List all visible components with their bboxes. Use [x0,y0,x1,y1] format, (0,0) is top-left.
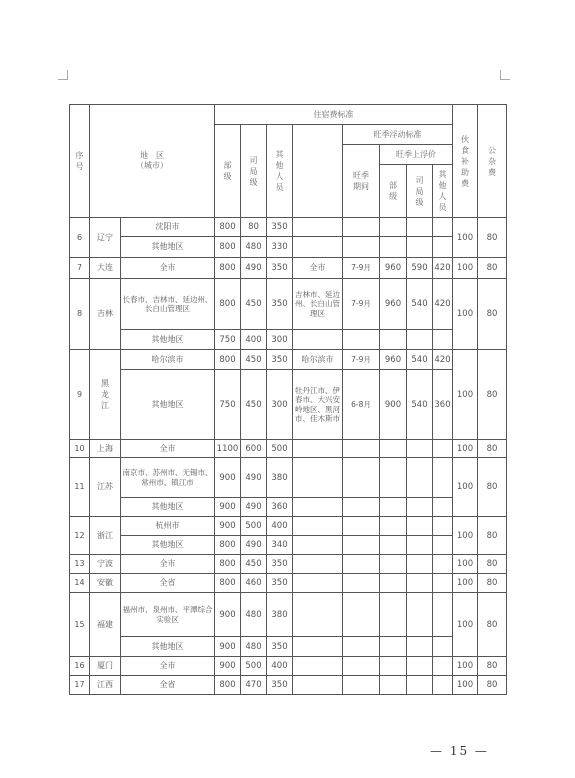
row-meal: 100 [453,593,478,657]
row-peak-region: 吉林市、延边州、长白山管理区 [293,279,343,330]
cell-blank [380,657,407,676]
row-transport: 80 [478,676,507,695]
row-city: 全省 [121,574,215,593]
cell-blank [343,517,380,536]
header-peak-dept: 部级 [380,165,407,218]
row-no: 8 [70,279,90,350]
cell-blank [433,676,453,695]
row-dept: 900 [215,593,241,637]
row-transport: 80 [478,517,507,555]
cell-blank [343,330,380,350]
row-other: 350 [267,279,293,330]
row-dept: 800 [215,574,241,593]
cell-blank [380,637,407,657]
row-other: 350 [267,555,293,574]
row-bureau: 460 [241,574,267,593]
row-province: 厦门 [90,657,121,676]
cell-blank [293,676,343,695]
cell-blank [433,237,453,258]
row-transport: 80 [478,555,507,574]
row-peak-dept: 900 [380,370,407,440]
row-meal: 100 [453,657,478,676]
row-province: 宁波 [90,555,121,574]
row-city: 沈阳市 [121,218,215,237]
header-peak-up: 旺季上浮价 [380,145,453,165]
row-meal: 100 [453,458,478,517]
row-transport: 80 [478,458,507,517]
cell-blank [407,218,433,237]
row-province: 上海 [90,440,121,458]
row-dept: 800 [215,237,241,258]
cell-blank [343,237,380,258]
cell-blank [433,637,453,657]
header-lodging: 住宿费标准 [215,105,453,125]
row-city: 长春市、吉林市、延边州、长白山管理区 [121,279,215,330]
cell-blank [407,657,433,676]
cell-blank [407,536,433,555]
row-meal: 100 [453,574,478,593]
row-transport: 80 [478,258,507,279]
row-province: 福建 [90,593,121,657]
row-bureau: 490 [241,258,267,279]
row-city: 全市 [121,555,215,574]
row-bureau: 80 [241,218,267,237]
cell-blank [343,440,380,458]
cell-blank [293,237,343,258]
row-peak-period: 7-9月 [343,350,380,370]
row-transport: 80 [478,440,507,458]
cell-blank [407,555,433,574]
row-peak-other: 420 [433,279,453,330]
row-dept: 750 [215,330,241,350]
row-city: 其他地区 [121,330,215,350]
cell-blank [380,593,407,637]
row-other: 350 [267,637,293,657]
header-peak-bureau: 司局级 [407,165,433,218]
row-province: 江苏 [90,458,121,517]
cell-blank [293,555,343,574]
row-dept: 800 [215,279,241,330]
cell-blank [407,458,433,498]
row-meal: 100 [453,517,478,555]
row-dept: 750 [215,370,241,440]
row-no: 14 [70,574,90,593]
header-seq: 序号 [70,105,90,218]
row-transport: 80 [478,279,507,350]
row-peak-period: 6-8月 [343,370,380,440]
page-number: — 15 — [430,744,489,758]
row-other: 380 [267,593,293,637]
cell-blank [407,440,433,458]
row-peak-other: 420 [433,350,453,370]
row-other: 350 [267,218,293,237]
cell-blank [407,676,433,695]
row-bureau: 600 [241,440,267,458]
row-dept: 900 [215,637,241,657]
row-transport: 80 [478,350,507,440]
row-transport: 80 [478,574,507,593]
row-bureau: 450 [241,555,267,574]
header-region: 地 区 （城市） [90,105,215,218]
cell-blank [343,536,380,555]
cell-blank [343,676,380,695]
row-city: 全市 [121,657,215,676]
row-other: 340 [267,536,293,555]
row-peak-dept: 960 [380,279,407,330]
row-city: 全省 [121,676,215,695]
row-meal: 100 [453,258,478,279]
row-province: 大连 [90,258,121,279]
row-bureau: 480 [241,593,267,637]
cell-blank [407,237,433,258]
cell-blank [407,593,433,637]
row-peak-other: 360 [433,370,453,440]
row-other: 350 [267,676,293,695]
row-dept: 800 [215,536,241,555]
cell-blank [343,657,380,676]
cell-blank [407,498,433,517]
row-province: 江西 [90,676,121,695]
row-peak-other: 420 [433,258,453,279]
row-meal: 100 [453,555,478,574]
crop-mark-top-left [58,70,68,80]
cell-blank [380,676,407,695]
lodging-standards-table [69,104,507,695]
cell-blank [433,440,453,458]
row-dept: 800 [215,218,241,237]
row-city: 哈尔滨市 [121,350,215,370]
row-peak-period: 7-9月 [343,258,380,279]
row-city: 福州市、泉州市、平潭综合实验区 [121,593,215,637]
cell-blank [343,498,380,517]
row-peak-region: 哈尔滨市 [293,350,343,370]
row-bureau: 450 [241,279,267,330]
cell-blank [407,517,433,536]
row-province: 辽宁 [90,218,121,258]
cell-blank [343,555,380,574]
row-other: 360 [267,498,293,517]
row-meal: 100 [453,440,478,458]
row-bureau: 400 [241,330,267,350]
cell-blank [433,458,453,498]
row-meal: 100 [453,279,478,350]
cell-blank [380,218,407,237]
row-city: 全市 [121,440,215,458]
row-peak-region: 全市 [293,258,343,279]
row-city: 其他地区 [121,498,215,517]
row-other: 330 [267,237,293,258]
row-bureau: 500 [241,517,267,536]
cell-blank [343,458,380,498]
cell-blank [293,536,343,555]
cell-blank [433,574,453,593]
row-bureau: 490 [241,458,267,498]
header-meal: 伙食补助费 [453,105,478,218]
cell-blank [380,517,407,536]
row-meal: 100 [453,350,478,440]
header-transport: 公杂费 [478,105,507,218]
row-other: 500 [267,440,293,458]
row-dept: 900 [215,517,241,536]
header-other: 其他人员 [267,125,293,218]
row-transport: 80 [478,218,507,258]
cell-blank [407,574,433,593]
row-peak-bureau: 540 [407,350,433,370]
header-bureau: 司局级 [241,125,267,218]
cell-blank [293,517,343,536]
cell-blank [293,574,343,593]
row-other: 300 [267,370,293,440]
cell-blank [293,637,343,657]
row-no: 16 [70,657,90,676]
row-dept: 900 [215,458,241,498]
cell-blank [380,458,407,498]
cell-blank [380,440,407,458]
row-dept: 800 [215,258,241,279]
row-bureau: 480 [241,237,267,258]
row-bureau: 450 [241,370,267,440]
cell-blank [433,657,453,676]
row-other: 350 [267,258,293,279]
cell-blank [293,498,343,517]
row-city: 其他地区 [121,237,215,258]
row-province: 浙江 [90,517,121,555]
row-other: 380 [267,458,293,498]
row-city: 杭州市 [121,517,215,536]
row-bureau: 500 [241,657,267,676]
row-meal: 100 [453,218,478,258]
cell-blank [380,555,407,574]
row-no: 15 [70,593,90,657]
row-dept: 800 [215,676,241,695]
row-city: 其他地区 [121,370,215,440]
row-no: 6 [70,218,90,258]
row-bureau: 480 [241,637,267,657]
cell-blank [380,574,407,593]
row-province: 黑龙江 [90,350,121,440]
row-transport: 80 [478,593,507,657]
row-transport: 80 [478,657,507,676]
row-bureau: 470 [241,676,267,695]
row-other: 400 [267,517,293,536]
row-peak-region: 牡丹江市、伊春市、大兴安岭地区、黑河市、佳木斯市 [293,370,343,440]
cell-blank [293,593,343,637]
cell-blank [407,637,433,657]
row-city: 其他地区 [121,536,215,555]
header-peak-region [293,125,343,218]
cell-blank [343,593,380,637]
cell-blank [380,536,407,555]
row-other: 300 [267,330,293,350]
cell-blank [343,574,380,593]
header-peak-period: 旺季期间 [343,145,380,218]
row-city: 全市 [121,258,215,279]
cell-blank [293,657,343,676]
cell-blank [343,218,380,237]
row-bureau: 450 [241,350,267,370]
row-peak-bureau: 590 [407,258,433,279]
row-dept: 800 [215,555,241,574]
row-peak-period: 7-9月 [343,279,380,330]
row-dept: 900 [215,498,241,517]
row-province: 吉林 [90,279,121,350]
cell-blank [433,555,453,574]
row-other: 350 [267,574,293,593]
cell-blank [293,218,343,237]
cell-blank [380,237,407,258]
row-meal: 100 [453,676,478,695]
row-dept: 1100 [215,440,241,458]
row-no: 9 [70,350,90,440]
cell-blank [343,637,380,657]
row-peak-dept: 960 [380,258,407,279]
row-dept: 800 [215,350,241,370]
row-city: 其他地区 [121,637,215,657]
cell-blank [433,517,453,536]
cell-blank [433,593,453,637]
row-city: 南京市、苏州市、无锡市、常州市、镇江市 [121,458,215,498]
row-no: 17 [70,676,90,695]
cell-blank [293,440,343,458]
cell-blank [433,498,453,517]
header-peak-float: 旺季浮动标准 [343,125,453,145]
cell-blank [433,330,453,350]
row-peak-bureau: 540 [407,279,433,330]
row-no: 11 [70,458,90,517]
cell-blank [293,330,343,350]
row-other: 400 [267,657,293,676]
cell-blank [407,330,433,350]
row-peak-bureau: 540 [407,370,433,440]
row-peak-dept: 960 [380,350,407,370]
row-no: 10 [70,440,90,458]
cell-blank [293,458,343,498]
cell-blank [433,536,453,555]
row-no: 13 [70,555,90,574]
row-bureau: 490 [241,536,267,555]
row-no: 12 [70,517,90,555]
row-no: 7 [70,258,90,279]
crop-mark-top-right [500,70,510,80]
row-dept: 900 [215,657,241,676]
header-dept: 部级 [215,125,241,218]
cell-blank [380,498,407,517]
row-bureau: 490 [241,498,267,517]
cell-blank [380,330,407,350]
cell-blank [433,218,453,237]
row-province: 安徽 [90,574,121,593]
row-other: 350 [267,350,293,370]
header-peak-other: 其他人员 [433,165,453,218]
